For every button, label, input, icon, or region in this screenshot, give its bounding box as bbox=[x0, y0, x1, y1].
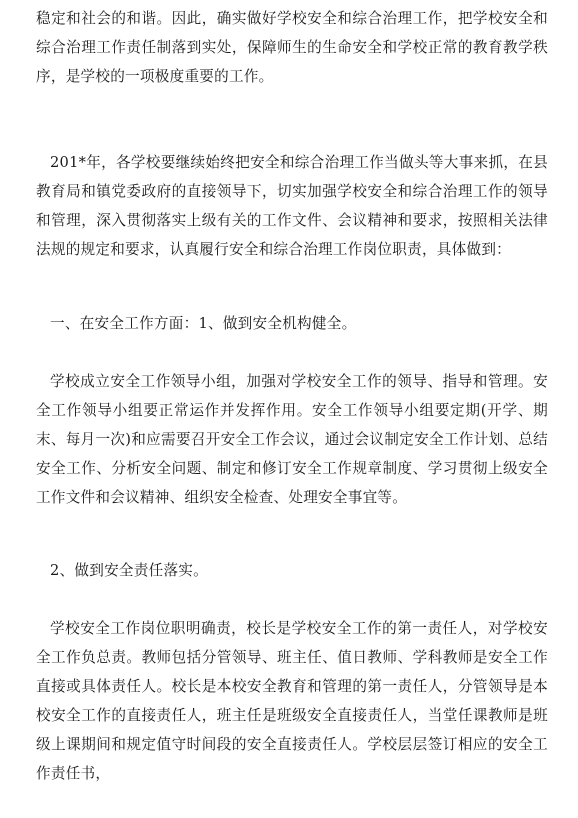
paragraph-safety-organization: 学校成立安全工作领导小组，加强对学校安全工作的领导、指导和管理。安全工作领导小组要正常运作并发挥作用。安全工作领导小组要定期(开学、期末、每月一次)和应需要召开安全工作会议，通过会议制定安全工作计划、总结安全工作、分析安全问题、制定和修订安全工作规章制度、学习贯彻上级安全工作文件和会议精神、组织安全检查、处理安全事宜等。 bbox=[36, 373, 548, 506]
paragraph-safety-responsibility: 学校安全工作岗位职明确责，校长是学校安全工作的第一责任人，对学校安全工作负总责。教师包括分管领导、班主任、值日教师、学科教师是安全工作直接或具体责任人。校长是本校安全教育和管理的第一责任人，分管领导是本校安全工作的直接责任人，班主任是班级安全直接责任人，当堂任课教师是班级上课期间和规定值守时间段的安全直接责任人。学校层层签订相应的安全工作责任书， bbox=[36, 620, 548, 782]
section-heading-safety-work: 一、在安全工作方面：1、做到安全机构健全。 bbox=[50, 315, 357, 332]
paragraph-annual-requirements: 201*年，各学校要继续始终把安全和综合治理工作当做头等大事来抓，在县教育局和镇党委政府的直接领导下，切实加强学校安全和综合治理工作的领导和管理，深入贯彻落实上级有关的工作文件、会议精神和要求，按照相关法律法规的规定和要求，认真履行安全和综合治理工作岗位职责，具体做到： bbox=[36, 154, 548, 258]
paragraph-intro-continuation: 稳定和社会的和谐。因此，确实做好学校安全和综合治理工作，把学校安全和综合治理工作责任制落到实处，保障师生的生命安全和学校正常的教育教学秩序，是学校的一项极度重要的工作。 bbox=[36, 10, 548, 85]
subheading-safety-responsibility: 2、做到安全责任落实。 bbox=[50, 562, 208, 579]
